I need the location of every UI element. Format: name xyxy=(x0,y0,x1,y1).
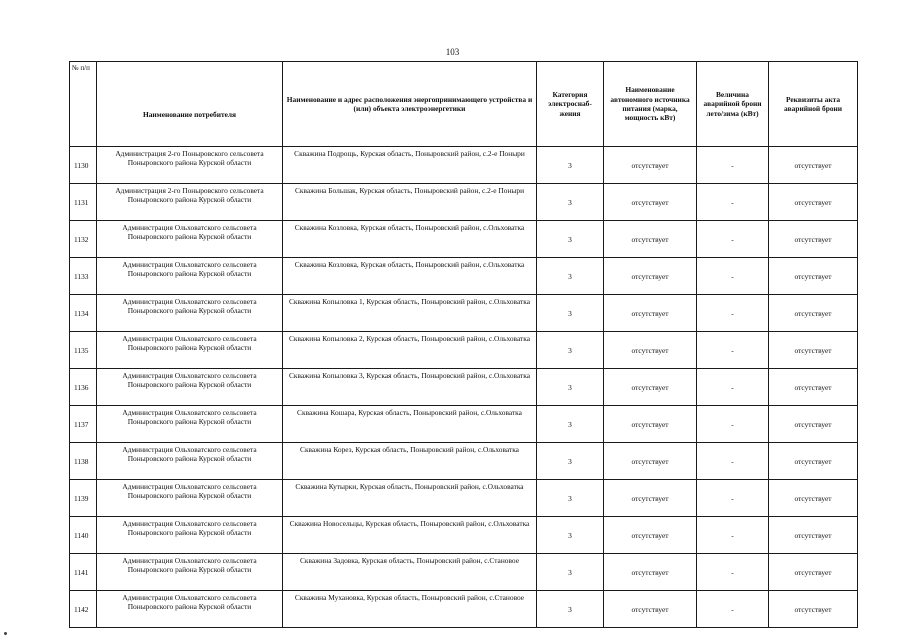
consumer-cell: Администрация Ольховатского сельсовета Поныровского района Курской области xyxy=(97,480,283,517)
act-requisites-cell: отсутствует xyxy=(769,221,858,258)
header-act-requisites: Реквизиты акта аварийной брони xyxy=(769,62,858,147)
address-cell: Скважина Кошара, Курская область, Поныровский район, с.Ольховатка xyxy=(283,406,537,443)
header-number: № п/п xyxy=(70,62,97,147)
reserve-value-cell: - xyxy=(697,295,769,332)
scan-artifact-dot xyxy=(4,632,7,635)
act-requisites-cell: отсутствует xyxy=(769,554,858,591)
reserve-value-cell: - xyxy=(697,147,769,184)
table-row xyxy=(70,295,858,332)
row-number-cell: 1138 xyxy=(70,443,97,480)
emergency-reserve-table xyxy=(69,61,858,628)
act-requisites-cell: отсутствует xyxy=(769,406,858,443)
reserve-value-cell: - xyxy=(697,591,769,628)
reserve-value-cell: - xyxy=(697,554,769,591)
address-cell: Скважина Подрощь, Курская область, Поныровский район, с.2-е Поныри xyxy=(283,147,537,184)
header-consumer: Наименование потребителя xyxy=(97,62,283,147)
header-reserve-value: Величина аварийной брони лето/зима (кВт) xyxy=(697,62,769,147)
consumer-cell: Администрация Ольховатского сельсовета Поныровского района Курской области xyxy=(97,221,283,258)
consumer-cell: Администрация 2-го Поныровского сельсовета Поныровского района Курской области xyxy=(97,184,283,221)
table-row xyxy=(70,369,858,406)
consumer-cell: Администрация Ольховатского сельсовета Поныровского района Курской области xyxy=(97,591,283,628)
act-requisites-cell: отсутствует xyxy=(769,369,858,406)
table-row xyxy=(70,480,858,517)
table-row xyxy=(70,221,858,258)
category-cell: 3 xyxy=(537,591,604,628)
address-cell: Скважина Копыловка 3, Курская область, Поныровский район, с.Ольховатка xyxy=(283,369,537,406)
address-cell: Скважина Копыловка 1, Курская область, Поныровский район, с.Ольховатка xyxy=(283,295,537,332)
power-source-cell: отсутствует xyxy=(604,591,697,628)
row-number-cell: 1141 xyxy=(70,554,97,591)
reserve-value-cell: - xyxy=(697,443,769,480)
table-row xyxy=(70,332,858,369)
table-row xyxy=(70,517,858,554)
reserve-value-cell: - xyxy=(697,369,769,406)
row-number-cell: 1140 xyxy=(70,517,97,554)
power-source-cell: отсутствует xyxy=(604,258,697,295)
power-source-cell: отсутствует xyxy=(604,221,697,258)
address-cell: Скважина Корез, Курская область, Поныровский район, с.Ольховатка xyxy=(283,443,537,480)
address-cell: Скважина Задовка, Курская область, Поныровский район, с.Становое xyxy=(283,554,537,591)
power-source-cell: отсутствует xyxy=(604,369,697,406)
address-cell: Скважина Козловка, Курская область, Поныровский район, с.Ольховатка xyxy=(283,258,537,295)
category-cell: 3 xyxy=(537,443,604,480)
category-cell: 3 xyxy=(537,554,604,591)
header-power-source: Наименование автономного источника питания (марка, мощность кВт) xyxy=(604,62,697,147)
act-requisites-cell: отсутствует xyxy=(769,147,858,184)
consumer-cell: Администрация Ольховатского сельсовета Поныровского района Курской области xyxy=(97,258,283,295)
reserve-value-cell: - xyxy=(697,517,769,554)
power-source-cell: отсутствует xyxy=(604,295,697,332)
category-cell: 3 xyxy=(537,184,604,221)
reserve-value-cell: - xyxy=(697,258,769,295)
category-cell: 3 xyxy=(537,332,604,369)
table-header xyxy=(70,62,858,147)
power-source-cell: отсутствует xyxy=(604,480,697,517)
table-row xyxy=(70,443,858,480)
consumer-cell: Администрация Ольховатского сельсовета Поныровского района Курской области xyxy=(97,369,283,406)
category-cell: 3 xyxy=(537,480,604,517)
address-cell: Скважина Большак, Курская область, Поныровский район, с.2-е Поныри xyxy=(283,184,537,221)
reserve-value-cell: - xyxy=(697,480,769,517)
power-source-cell: отсутствует xyxy=(604,443,697,480)
power-source-cell: отсутствует xyxy=(604,147,697,184)
consumer-cell: Администрация 2-го Поныровского сельсовета Поныровского района Курской области xyxy=(97,147,283,184)
category-cell: 3 xyxy=(537,147,604,184)
power-source-cell: отсутствует xyxy=(604,554,697,591)
row-number-cell: 1131 xyxy=(70,184,97,221)
power-source-cell: отсутствует xyxy=(604,184,697,221)
act-requisites-cell: отсутствует xyxy=(769,480,858,517)
consumer-cell: Администрация Ольховатского сельсовета Поныровского района Курской области xyxy=(97,554,283,591)
row-number-cell: 1132 xyxy=(70,221,97,258)
consumer-cell: Администрация Ольховатского сельсовета Поныровского района Курской области xyxy=(97,332,283,369)
reserve-value-cell: - xyxy=(697,332,769,369)
table-row xyxy=(70,184,858,221)
table-row xyxy=(70,406,858,443)
category-cell: 3 xyxy=(537,221,604,258)
category-cell: 3 xyxy=(537,369,604,406)
row-number-cell: 1142 xyxy=(70,591,97,628)
table-row xyxy=(70,554,858,591)
category-cell: 3 xyxy=(537,258,604,295)
reserve-value-cell: - xyxy=(697,184,769,221)
consumer-cell: Администрация Ольховатского сельсовета Поныровского района Курской области xyxy=(97,406,283,443)
page-number: 103 xyxy=(445,47,460,57)
row-number-cell: 1135 xyxy=(70,332,97,369)
address-cell: Скважина Мухановка, Курская область, Поныровский район, с.Становое xyxy=(283,591,537,628)
row-number-cell: 1136 xyxy=(70,369,97,406)
act-requisites-cell: отсутствует xyxy=(769,258,858,295)
reserve-value-cell: - xyxy=(697,221,769,258)
table-body xyxy=(70,147,858,628)
row-number-cell: 1139 xyxy=(70,480,97,517)
category-cell: 3 xyxy=(537,295,604,332)
power-source-cell: отсутствует xyxy=(604,332,697,369)
act-requisites-cell: отсутствует xyxy=(769,517,858,554)
table-row xyxy=(70,147,858,184)
address-cell: Скважина Новосельцы, Курская область, Поныровский район, с.Ольховатка xyxy=(283,517,537,554)
act-requisites-cell: отсутствует xyxy=(769,443,858,480)
category-cell: 3 xyxy=(537,517,604,554)
reserve-value-cell: - xyxy=(697,406,769,443)
consumer-cell: Администрация Ольховатского сельсовета Поныровского района Курской области xyxy=(97,517,283,554)
act-requisites-cell: отсутствует xyxy=(769,591,858,628)
table-row xyxy=(70,591,858,628)
act-requisites-cell: отсутствует xyxy=(769,295,858,332)
address-cell: Скважина Копыловка 2, Курская область, Поныровский район, с.Ольховатка xyxy=(283,332,537,369)
header-address: Наименование и адрес расположения энергопринимающего устройства и (или) объекта электроэнергетики xyxy=(283,62,537,147)
power-source-cell: отсутствует xyxy=(604,517,697,554)
act-requisites-cell: отсутствует xyxy=(769,332,858,369)
row-number-cell: 1130 xyxy=(70,147,97,184)
category-cell: 3 xyxy=(537,406,604,443)
row-number-cell: 1134 xyxy=(70,295,97,332)
row-number-cell: 1137 xyxy=(70,406,97,443)
header-category: Категория электроснаб-жения xyxy=(537,62,604,147)
table-row xyxy=(70,258,858,295)
consumer-cell: Администрация Ольховатского сельсовета Поныровского района Курской области xyxy=(97,443,283,480)
consumer-cell: Администрация Ольховатского сельсовета Поныровского района Курской области xyxy=(97,295,283,332)
address-cell: Скважина Козловка, Курская область, Поныровский район, с.Ольховатка xyxy=(283,221,537,258)
power-source-cell: отсутствует xyxy=(604,406,697,443)
act-requisites-cell: отсутствует xyxy=(769,184,858,221)
address-cell: Скважина Кутырки, Курская область, Поныровский район, с.Ольховатка xyxy=(283,480,537,517)
row-number-cell: 1133 xyxy=(70,258,97,295)
